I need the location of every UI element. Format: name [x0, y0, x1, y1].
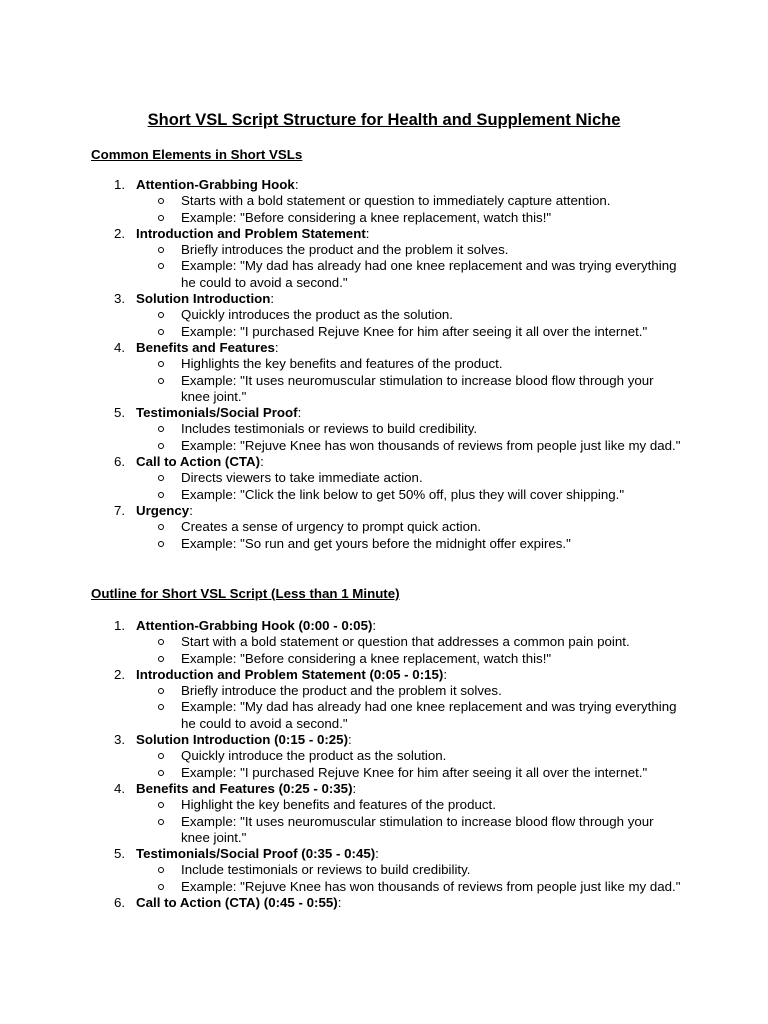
sub-list — [136, 356, 768, 405]
sub-list-item — [136, 307, 681, 323]
sub-list — [136, 683, 768, 732]
sub-list-item — [136, 373, 681, 406]
hollow-circle-bullet-icon — [158, 524, 164, 530]
sub-list-item — [136, 242, 681, 258]
list-item-title: Introduction and Problem Statement — [136, 225, 366, 241]
sub-item-text: Briefly introduce the product and the problem it solves. — [181, 683, 502, 699]
list-item-colon: : — [270, 291, 275, 307]
list-item-colon: : — [260, 454, 264, 470]
sub-list-item — [136, 193, 681, 209]
hollow-circle-bullet-icon — [158, 867, 164, 873]
list-item-number: 1. — [114, 177, 126, 192]
common-elements-list — [0, 177, 768, 552]
sub-item-text: Highlight the key benefits and features of the product. — [181, 797, 496, 813]
hollow-circle-bullet-icon — [158, 215, 164, 221]
list-item-number: 5. — [114, 846, 126, 862]
sub-list — [136, 193, 768, 226]
list-item — [0, 340, 768, 405]
hollow-circle-bullet-icon — [158, 263, 164, 269]
list-item-number: 7. — [114, 502, 126, 518]
list-item-title: Call to Action (CTA) — [136, 454, 261, 470]
list-item — [0, 503, 768, 552]
sub-list-item — [136, 519, 681, 535]
sub-item-text: Includes testimonials or reviews to build credibility. — [181, 421, 478, 437]
list-item-title: Solution Introduction (0:15 - 0:25) — [136, 732, 349, 748]
hollow-circle-bullet-icon — [158, 688, 164, 694]
sub-list-item — [136, 748, 681, 764]
hollow-circle-bullet-icon — [158, 492, 164, 498]
sub-list-item — [136, 258, 681, 291]
sub-list-item — [136, 536, 681, 552]
hollow-circle-bullet-icon — [158, 312, 164, 318]
hollow-circle-bullet-icon — [158, 802, 164, 808]
list-item — [0, 846, 768, 895]
list-item — [0, 781, 768, 846]
list-item-colon: : — [372, 618, 377, 633]
list-item — [0, 291, 768, 340]
hollow-circle-bullet-icon — [158, 361, 164, 367]
list-item-number: 2. — [114, 225, 126, 241]
sub-item-text: Example: "Rejuve Knee has won thousands of reviews from people just like my dad." — [181, 878, 681, 894]
list-item-colon: : — [337, 895, 342, 911]
list-item-title: Benefits and Features — [136, 339, 275, 355]
sub-item-text: Include testimonials or reviews to build credibility. — [181, 862, 471, 878]
sub-item-text: Creates a sense of urgency to prompt quick action. — [181, 519, 482, 535]
list-item-number: 6. — [114, 454, 126, 470]
list-item-number: 4. — [114, 339, 126, 355]
sub-list — [136, 519, 768, 552]
list-item-title: Benefits and Features (0:25 - 0:35) — [136, 780, 353, 796]
list-item-colon: : — [375, 846, 379, 862]
list-item-title: Introduction and Problem Statement (0:05 - 0:15) — [136, 666, 444, 682]
sub-list — [136, 470, 768, 503]
sub-item-text: Example: "So run and get yours before the midnight offer expires." — [181, 535, 571, 551]
hollow-circle-bullet-icon — [158, 656, 164, 662]
hollow-circle-bullet-icon — [158, 378, 164, 384]
list-item-colon: : — [297, 405, 302, 421]
sub-list-item — [136, 683, 681, 699]
sub-list-item — [136, 765, 681, 781]
sub-item-text: Quickly introduces the product as the solution. — [181, 307, 453, 323]
sub-item-text: Example: "My dad has already had one knee replacement and was trying everything he could to avoid a second." — [181, 699, 677, 731]
list-item — [0, 732, 768, 781]
hollow-circle-bullet-icon — [158, 475, 164, 481]
sub-list-item — [136, 487, 681, 503]
list-item-colon: : — [443, 666, 448, 682]
sub-list-item — [136, 699, 681, 732]
section-heading-common-elements: Common Elements in Short VSLs — [91, 147, 303, 162]
hollow-circle-bullet-icon — [158, 753, 164, 759]
sub-item-text: Quickly introduce the product as the solution. — [181, 748, 447, 764]
sub-item-text: Example: "It uses neuromuscular stimulation to increase blood flow through your knee joint." — [181, 813, 654, 845]
list-item-title: Testimonials/Social Proof (0:35 - 0:45) — [136, 846, 376, 862]
list-item — [0, 667, 768, 732]
sub-item-text: Directs viewers to take immediate action. — [181, 470, 423, 486]
sub-list-item — [136, 421, 681, 437]
list-item — [0, 405, 768, 454]
sub-item-text: Example: "I purchased Rejuve Knee for him after seeing it all over the internet." — [181, 764, 648, 780]
page-title: Short VSL Script Structure for Health and Supplement Niche — [147, 111, 621, 129]
sub-list — [136, 307, 768, 340]
list-item — [0, 177, 768, 226]
hollow-circle-bullet-icon — [158, 639, 164, 645]
list-item — [0, 895, 768, 911]
sub-list-item — [136, 651, 681, 667]
sub-list-item — [136, 797, 681, 813]
sub-item-text: Highlights the key benefits and features of the product. — [181, 356, 503, 372]
hollow-circle-bullet-icon — [158, 198, 164, 204]
sub-item-text: Example: "Before considering a knee replacement, watch this!" — [181, 650, 552, 666]
outline-list — [0, 618, 768, 911]
sub-list-item — [136, 814, 681, 847]
hollow-circle-bullet-icon — [158, 819, 164, 825]
sub-list-item — [136, 356, 681, 372]
hollow-circle-bullet-icon — [158, 704, 164, 710]
sub-item-text: Start with a bold statement or question that addresses a common pain point. — [181, 634, 630, 650]
section-heading-outline: Outline for Short VSL Script (Less than 1 Minute) — [91, 586, 400, 601]
hollow-circle-bullet-icon — [158, 541, 164, 547]
hollow-circle-bullet-icon — [158, 426, 164, 432]
list-item-number: 3. — [114, 732, 126, 748]
list-item-title: Call to Action (CTA) (0:45 - 0:55) — [136, 895, 338, 911]
sub-list-item — [136, 324, 681, 340]
list-item-title: Attention-Grabbing Hook (0:00 - 0:05) — [136, 618, 373, 633]
sub-list-item — [136, 210, 681, 226]
list-item-title: Testimonials/Social Proof — [136, 405, 298, 421]
sub-list-item — [136, 862, 681, 878]
sub-list — [136, 797, 768, 846]
sub-item-text: Example: "Click the link below to get 50% off, plus they will cover shipping." — [181, 486, 625, 502]
list-item-number: 1. — [114, 618, 126, 633]
list-item-colon: : — [189, 502, 193, 518]
hollow-circle-bullet-icon — [158, 770, 164, 776]
list-item-colon: : — [348, 732, 352, 748]
sub-list-item — [136, 879, 681, 895]
list-item-title: Urgency — [136, 502, 190, 518]
sub-list — [136, 634, 768, 667]
sub-list — [136, 421, 768, 454]
list-item — [0, 618, 768, 667]
hollow-circle-bullet-icon — [158, 329, 164, 335]
sub-item-text: Starts with a bold statement or question to immediately capture attention. — [181, 193, 611, 209]
sub-item-text: Example: "It uses neuromuscular stimulation to increase blood flow through your knee joint." — [181, 372, 654, 404]
list-item-number: 3. — [114, 291, 126, 307]
hollow-circle-bullet-icon — [158, 443, 164, 449]
sub-list-item — [136, 438, 681, 454]
list-item-number: 6. — [114, 895, 126, 911]
list-item — [0, 226, 768, 291]
list-item-colon: : — [365, 225, 370, 241]
list-item-colon: : — [294, 177, 299, 192]
sub-item-text: Example: "Before considering a knee replacement, watch this!" — [181, 209, 552, 225]
list-item-title: Attention-Grabbing Hook — [136, 177, 295, 192]
sub-item-text: Briefly introduces the product and the problem it solves. — [181, 242, 509, 258]
list-item-colon: : — [274, 339, 279, 355]
sub-list-item — [136, 470, 681, 486]
sub-item-text: Example: "Rejuve Knee has won thousands of reviews from people just like my dad." — [181, 437, 681, 453]
list-item — [0, 454, 768, 503]
sub-list — [136, 748, 768, 781]
sub-item-text: Example: "My dad has already had one knee replacement and was trying everything he could to avoid a second." — [181, 258, 677, 290]
list-item-title: Solution Introduction — [136, 291, 271, 307]
hollow-circle-bullet-icon — [158, 884, 164, 890]
sub-list — [136, 862, 768, 895]
list-item-number: 4. — [114, 780, 126, 796]
hollow-circle-bullet-icon — [158, 247, 164, 253]
sub-list-item — [136, 634, 681, 650]
sub-list — [136, 242, 768, 291]
list-item-number: 2. — [114, 666, 126, 682]
list-item-number: 5. — [114, 405, 126, 421]
sub-item-text: Example: "I purchased Rejuve Knee for him after seeing it all over the internet." — [181, 323, 648, 339]
list-item-colon: : — [352, 780, 357, 796]
